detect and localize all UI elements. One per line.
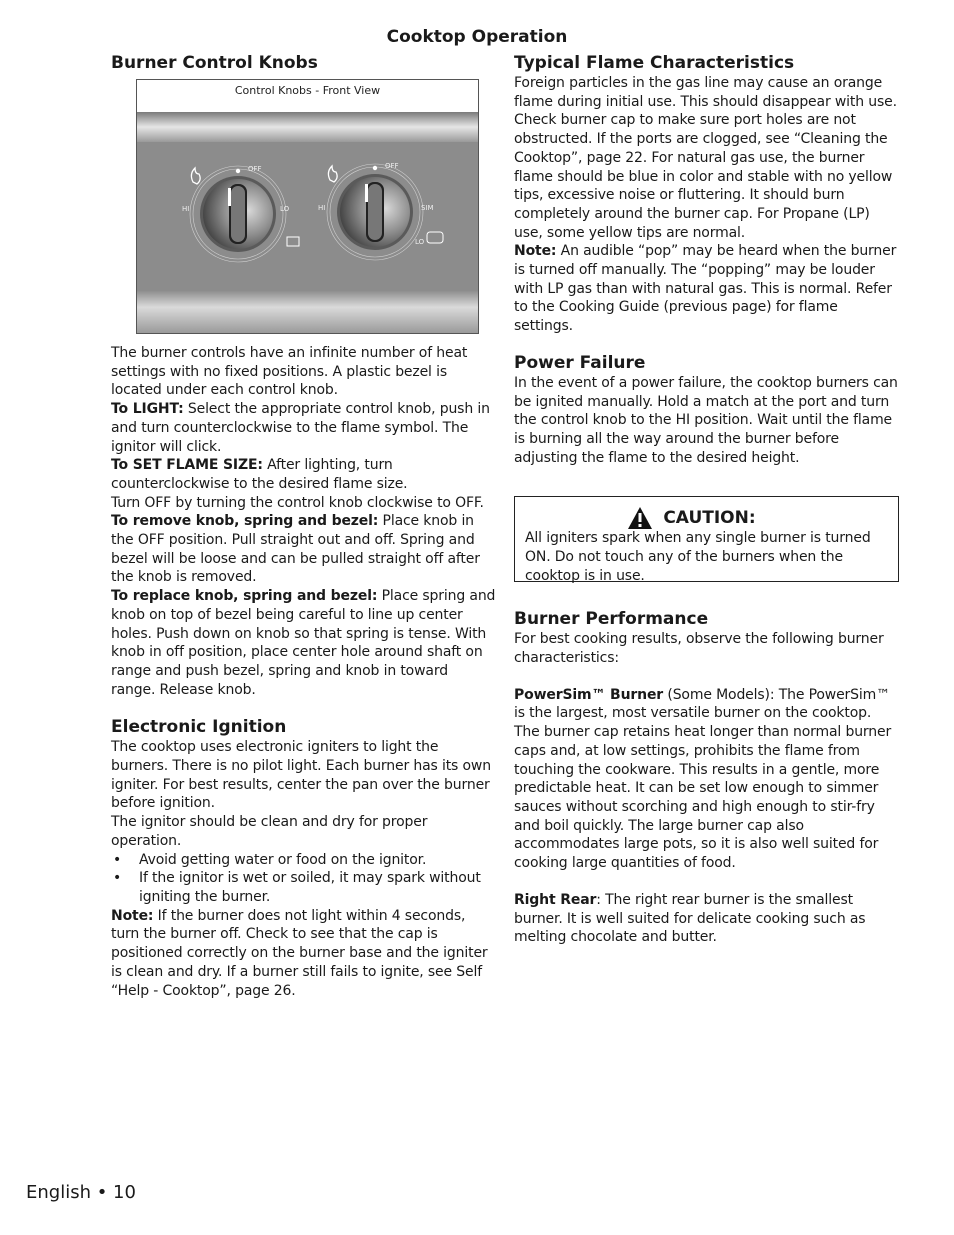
warning-icon xyxy=(627,506,653,530)
set-flame-text: After lighting, turn counterclockwise to the desired flame size. xyxy=(111,457,408,492)
ignition-bullets xyxy=(111,851,496,907)
caution-text: All igniters spark when any single burner is turned ON. Do not touch any of the burners when the cooktop is in use. xyxy=(525,530,871,584)
right-rear-paragraph xyxy=(514,891,899,947)
powersim-label: PowerSim™ Burner xyxy=(514,686,664,703)
turn-off-text: Turn OFF by turning the control knob clockwise to OFF. xyxy=(111,494,484,511)
knob2-off-label: OFF xyxy=(385,162,399,170)
performance-heading: Burner Performance xyxy=(514,609,709,630)
note-text: An audible “pop” may be heard when the burner is turned off manually. The “popping” may be louder with LP gas than with natural gas. This is normal. Refer to the Cooking Guide (previous page) for flame settings. xyxy=(514,243,897,335)
list-item xyxy=(111,869,496,906)
ignition-p2: The ignitor should be clean and dry for proper operation. xyxy=(111,814,428,849)
right-rear-text: : The right rear burner is the smallest burner. It is well suited for delicate cooking such as melting chocolate and butter. xyxy=(514,891,866,946)
page-footer: English • 10 xyxy=(26,1182,136,1203)
knob1-off-label: OFF xyxy=(248,165,262,173)
knob2-lo-label: LO xyxy=(415,238,425,246)
knob2-hi-label: HI xyxy=(318,204,326,212)
list-item xyxy=(111,851,496,870)
note-label: Note: xyxy=(514,243,557,260)
knobs-intro: The burner controls have an infinite number of heat settings with no fixed positions. A plastic bezel is located under each control knob. xyxy=(111,345,468,399)
control-knobs-figure xyxy=(136,79,479,334)
knob2-sim-label: SIM xyxy=(421,204,434,212)
power-failure-text: In the event of a power failure, the cooktop burners can be ignited manually. Hold a match at the port and turn the control knob to the HI position. Wait until the flame is burning all the way around the burner before adjusting the flame to the desired height. xyxy=(514,374,898,466)
ignition-p1: The cooktop uses electronic igniters to light the burners. There is no pilot light. Each burner has its own igniter. For best results, center the pan over the burner before ignition. xyxy=(111,739,491,812)
caution-header xyxy=(495,507,888,529)
caution-box xyxy=(514,496,899,582)
page-title: Cooktop Operation xyxy=(386,27,568,47)
replace-paragraph xyxy=(111,587,496,699)
remove-label: To remove knob, spring and bezel: xyxy=(111,513,379,530)
to-light-paragraph xyxy=(111,400,496,456)
bullet-glyph: • xyxy=(113,870,122,887)
note-label: Note: xyxy=(111,907,154,924)
bullet-text: Avoid getting water or food on the ignitor. xyxy=(139,851,427,868)
replace-text: Place spring and knob on top of bezel being careful to line up center holes. Push down on knob so that spring is tense. With knob in off position, place center hole around shaft on range and push bezel, spring and knob in toward range. Release knob. xyxy=(111,588,496,698)
knob1-hi-label: HI xyxy=(182,205,190,213)
powersim-paragraph xyxy=(514,686,899,873)
to-light-text: Select the appropriate control knob, push in and turn counterclockwise to the flame symbol. The ignitor will click. xyxy=(111,401,490,455)
set-flame-label: To SET FLAME SIZE: xyxy=(111,457,263,474)
right-column xyxy=(514,52,899,947)
flame-text: Foreign particles in the gas line may cause an orange flame during initial use. This should disappear with use. Check burner cap to make sure port holes are not obstructed. If the ports are clogged, see “Cleaning the Cooktop”, page 22. For natural gas use, the burner flame should be blue in color and stable with no yellow tips, excessive noise or fluttering. It should burn completely around the burner cap. For Propane (LP) use, some yellow tips are normal. xyxy=(514,75,897,241)
ignition-heading: Electronic Ignition xyxy=(111,717,287,738)
set-flame-paragraph xyxy=(111,456,496,493)
right-rear-label: Right Rear xyxy=(514,891,597,908)
knob1-lo-label: LO xyxy=(280,205,290,213)
flame-heading: Typical Flame Characteristics xyxy=(514,53,795,73)
to-light-label: To LIGHT: xyxy=(111,401,184,418)
bullet-glyph: • xyxy=(113,851,122,868)
left-column xyxy=(111,52,496,1000)
note-text: If the burner does not light within 4 seconds, turn the burner off. Check to see that the cap is positioned correctly on the burner base and the igniter is clean and dry. If a burner still fails to ignite, see Self “Help - Cooktop”, page 26. xyxy=(111,907,488,999)
replace-label: To replace knob, spring and bezel: xyxy=(111,588,378,605)
figure-caption: Control Knobs - Front View xyxy=(234,84,381,97)
power-failure-heading: Power Failure xyxy=(514,352,646,373)
remove-paragraph xyxy=(111,512,496,587)
burner-knobs-heading: Burner Control Knobs xyxy=(111,53,318,73)
performance-intro: For best cooking results, observe the following burner characteristics: xyxy=(514,631,884,667)
remove-text: Place knob in the OFF position. Pull straight out and off. Spring and bezel will be loose and can be pulled straight off after the knob is removed. xyxy=(111,513,480,586)
ignition-note xyxy=(111,907,496,1001)
powersim-text: (Some Models): The PowerSim™ is the largest, most versatile burner on the cooktop. The burner cap retains heat longer than normal burner caps and, at low settings, prohibits the flame from touching the cookware. This results in a gentle, more predictable heat. It can be set low enough to simmer sauces without scorching and high enough to stir-fry and boil quickly. The large burner cap also accommodates large pots, so it is also well suited for cooking large quantities of food. xyxy=(514,686,892,872)
bullet-text: If the ignitor is wet or soiled, it may spark without igniting the burner. xyxy=(139,870,481,905)
caution-heading: CAUTION: xyxy=(663,508,756,529)
flame-note xyxy=(514,242,899,336)
